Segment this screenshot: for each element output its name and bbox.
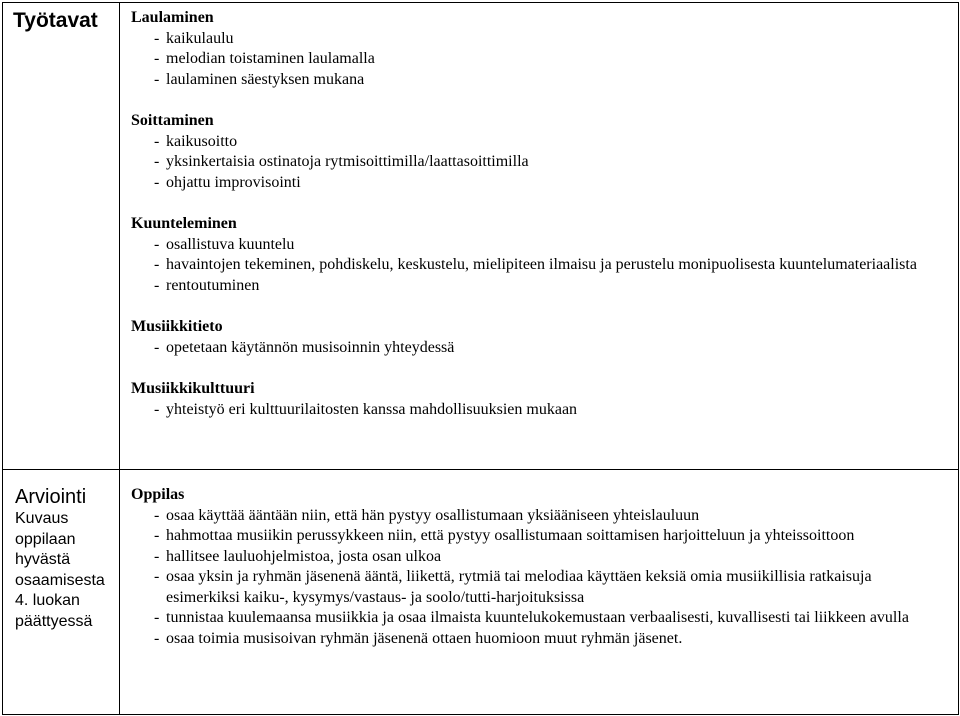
content-section [131, 485, 958, 649]
list-bullet-dash: - [154, 400, 160, 418]
list-item [131, 235, 958, 256]
list-item [131, 70, 958, 91]
row-content-cell [120, 470, 959, 715]
list-item-text: laulaminen säestyksen mukana [166, 70, 365, 88]
list-item-text: osaa yksin ja ryhmän jäsenenä ääntä, liikettä, rytmiä tai melodiaa käyttäen keksiä omia musiikillisia ratkaisuja esimerkiksi kaiku-, kysymys/vastaus- ja soolo/tutti-harjoituksissa [166, 568, 872, 606]
list-item [131, 338, 958, 359]
list-item-text: yhteistyö eri kulttuurilaitosten kanssa mahdollisuuksien mukaan [166, 400, 578, 418]
label-description-line: Kuvaus [15, 510, 69, 527]
table-row-arviointi [3, 470, 959, 715]
row-content [120, 470, 958, 649]
list-bullet-dash: - [154, 29, 160, 47]
list-item-text: osaa käyttää ääntään niin, että hän pystyy osallistumaan yksiääniseen yhteislauluun [166, 506, 700, 524]
list-item [131, 400, 958, 421]
row-label-cell [3, 470, 120, 715]
list-item-text: rentoutuminen [166, 276, 260, 294]
list-item-text: osallistuva kuuntelu [166, 235, 295, 253]
label-description-line: osaamisesta [15, 571, 105, 589]
list-bullet-dash: - [154, 609, 160, 626]
curriculum-table [2, 2, 959, 715]
list-bullet-dash: - [154, 70, 160, 88]
list-bullet-dash: - [154, 527, 160, 544]
list-item [131, 29, 958, 50]
list-bullet-dash: - [154, 173, 160, 191]
list-bullet-dash: - [154, 629, 160, 647]
content-section [131, 317, 958, 358]
list-item [131, 629, 958, 650]
row-label-description [3, 509, 119, 632]
list-item [131, 173, 958, 194]
list-item-text: kaikulaulu [166, 29, 234, 47]
list-item-text: hallitsee lauluohjelmistoa, josta osan ulkoa [166, 547, 442, 565]
list-item [131, 608, 958, 629]
list-bullet-dash: - [154, 506, 160, 524]
list-item [131, 567, 958, 608]
section-title: Laulaminen [131, 9, 214, 26]
list-bullet-dash: - [154, 50, 160, 67]
row-content [120, 3, 958, 420]
list-bullet-dash: - [154, 256, 160, 273]
list-item [131, 276, 958, 297]
row-content-cell [120, 3, 959, 470]
section-title: Musiikkikulttuuri [131, 380, 255, 397]
label-description-line: päättyessä [15, 612, 93, 630]
list-item [131, 547, 958, 568]
label-description-line: oppilaan [15, 530, 76, 548]
list-bullet-dash: - [154, 132, 160, 150]
list-item-text: opetetaan käytännön musisoinnin yhteydessä [166, 338, 455, 356]
list-bullet-dash: - [154, 153, 160, 170]
list-item-text: tunnistaa kuulemaansa musiikkia ja osaa ilmaista kuuntelukokemustaan verbaalisesti, kuvallisesti tai liikkeen avulla [166, 609, 909, 626]
content-section [131, 8, 958, 90]
list-bullet-dash: - [154, 276, 160, 294]
list-item-text: yksinkertaisia ostinatoja rytmisoittimilla/laattasoittimilla [166, 153, 529, 170]
list-item-text: ohjattu improvisointi [166, 173, 301, 191]
row-label-title: Työtavat [13, 9, 98, 32]
list-item-text: kaikusoitto [166, 132, 238, 150]
content-section [131, 214, 958, 296]
list-item [131, 49, 958, 70]
list-item [131, 255, 958, 276]
list-item [131, 506, 958, 527]
list-bullet-dash: - [154, 568, 160, 585]
section-title: Oppilas [131, 486, 185, 503]
list-item [131, 152, 958, 173]
list-item [131, 526, 958, 547]
table-row-tyotavat [3, 3, 959, 470]
content-section [131, 379, 958, 420]
content-section [131, 111, 958, 193]
list-bullet-dash: - [154, 235, 160, 253]
section-title: Musiikkitieto [131, 318, 223, 335]
list-item-text: melodian toistaminen laulamalla [166, 50, 375, 67]
list-item-text: osaa toimia musisoivan ryhmän jäsenenä ottaen huomioon muut ryhmän jäsenet. [166, 629, 683, 647]
section-title: Kuunteleminen [131, 215, 237, 232]
label-description-line: hyvästä [15, 551, 71, 568]
section-title: Soittaminen [131, 112, 214, 129]
list-bullet-dash: - [154, 547, 160, 565]
list-item-text: havaintojen tekeminen, pohdiskelu, keskustelu, mielipiteen ilmaisu ja perustelu monipuolisesta kuuntelumateriaalista [166, 256, 917, 273]
list-bullet-dash: - [154, 338, 160, 356]
label-description-line: 4. luokan [15, 592, 80, 609]
list-item [131, 132, 958, 153]
row-label-cell [3, 3, 120, 470]
list-item-text: hahmottaa musiikin perussykkeen niin, että pystyy osallistumaan soittamisen harjoitteluun ja yhteissoittoon [166, 527, 855, 544]
row-label-title: Arviointi [15, 486, 87, 508]
